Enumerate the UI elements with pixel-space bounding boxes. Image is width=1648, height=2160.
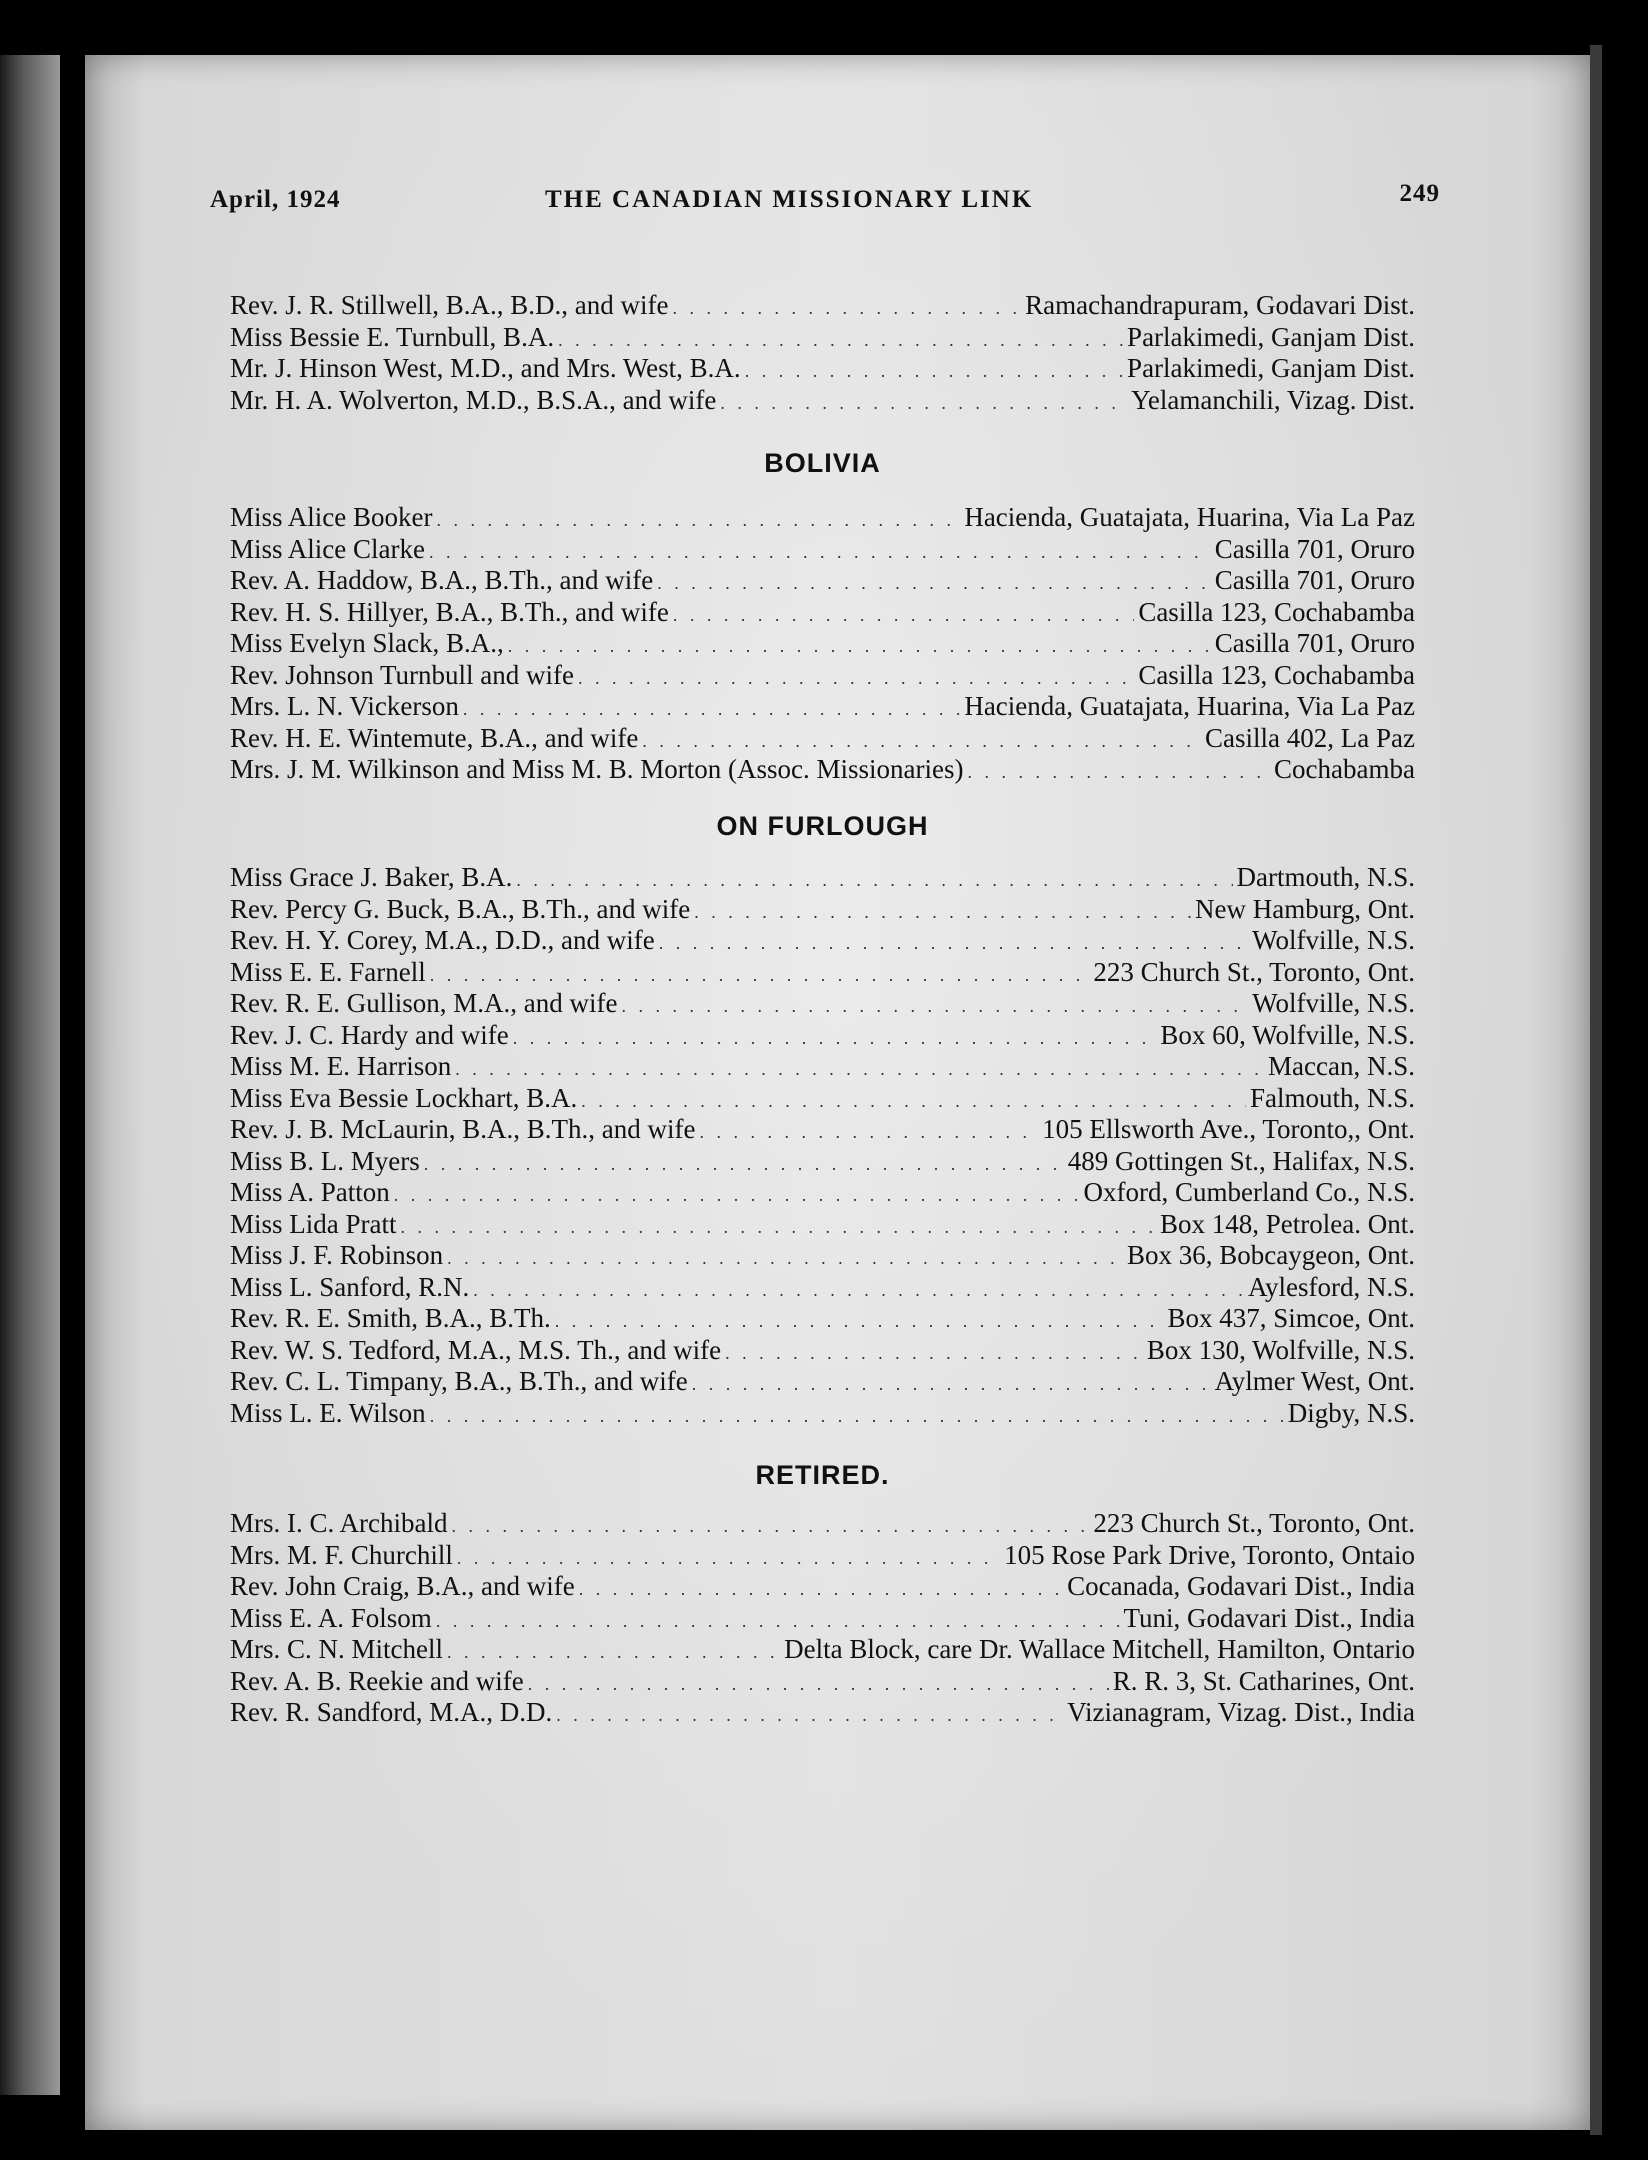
entry-address: Delta Block, care Dr. Wallace Mitchell, Hamilton, Ontario (784, 1634, 1415, 1664)
list-item (230, 565, 1415, 597)
dot-leader (401, 1209, 1157, 1240)
entry-name: Mrs. I. C. Archibald (230, 1508, 448, 1538)
list-item (230, 925, 1415, 957)
dot-leader (555, 1303, 1164, 1334)
entry-name: Rev. H. Y. Corey, M.A., D.D., and wife (230, 925, 655, 955)
dot-leader (720, 385, 1127, 416)
dot-leader (673, 290, 1022, 321)
entry-address: Casilla 701, Oruro (1214, 565, 1415, 595)
entry-name: Miss E. A. Folsom (230, 1602, 432, 1633)
list-item (230, 1603, 1415, 1635)
entry-name: Rev. J. B. McLaurin, B.A., B.Th., and wife (230, 1114, 696, 1144)
entry-name: Miss Lida Pratt (230, 1208, 397, 1239)
entry-name: Miss B. L. Myers (230, 1145, 420, 1176)
section-heading-bolivia: BOLIVIA (764, 448, 881, 478)
adjacent-page-edge (0, 55, 60, 2095)
entry-address: Wolfville, N.S. (1252, 925, 1415, 955)
header-journal-title: THE CANADIAN MISSIONARY LINK (545, 186, 1034, 213)
list-item (230, 1508, 1415, 1540)
entry-address: Cocanada, Godavari Dist., India (1067, 1571, 1415, 1601)
page-number: 249 (1399, 180, 1440, 207)
list-item (230, 1272, 1415, 1304)
list-item (230, 988, 1415, 1020)
entry-address: Casilla 701, Oruro (1214, 533, 1415, 564)
entry-name: Miss A. Patton (230, 1177, 390, 1207)
entry-address: Tuni, Godavari Dist., India (1123, 1602, 1415, 1633)
dot-leader (429, 534, 1211, 565)
list-item (230, 385, 1415, 417)
header-date: April, 1924 (210, 186, 341, 213)
list-item (230, 322, 1415, 354)
list-item (230, 1114, 1415, 1146)
entry-name: Mrs. M. F. Churchill (230, 1539, 453, 1570)
entry-address: Hacienda, Guatajata, Huarina, Via La Paz (964, 502, 1415, 532)
entry-address: Casilla 701, Oruro (1214, 628, 1415, 658)
entry-address: Parlakimedi, Ganjam Dist. (1127, 353, 1415, 383)
entry-address: 105 Rose Park Drive, Toronto, Ontaio (1004, 1539, 1415, 1570)
entry-name: Miss Grace J. Baker, B.A. (230, 862, 513, 892)
list-item (230, 1335, 1415, 1367)
dot-leader (447, 1240, 1123, 1271)
entry-address: Ramachandrapuram, Godavari Dist. (1025, 290, 1415, 320)
entry-address: 223 Church St., Toronto, Ont. (1093, 956, 1415, 987)
dot-leader (513, 1020, 1157, 1051)
dot-leader (621, 988, 1248, 1019)
entry-name: Rev. J. R. Stillwell, B.A., B.D., and wife (230, 290, 669, 320)
entry-name: Mrs. J. M. Wilkinson and Miss M. B. Morton (Assoc. Missionaries) (230, 754, 964, 784)
entry-name: Miss E. E. Farnell (230, 956, 426, 987)
entry-address: Casilla 402, La Paz (1205, 722, 1415, 753)
entry-address: Casilla 123, Cochabamba (1138, 596, 1415, 627)
list-item (230, 691, 1415, 723)
dot-leader (455, 1051, 1264, 1082)
entry-name: Miss Alice Booker (230, 502, 433, 532)
entry-address: Oxford, Cumberland Co., N.S. (1083, 1177, 1415, 1207)
entry-address: Maccan, N.S. (1268, 1051, 1415, 1081)
entry-address: Hacienda, Guatajata, Huarina, Via La Paz (964, 691, 1415, 721)
furlough-list (230, 862, 1415, 1429)
dot-leader (578, 660, 1134, 691)
dot-leader (579, 1571, 1063, 1602)
entry-name: Mrs. C. N. Mitchell (230, 1634, 443, 1664)
entry-name: Mr. J. Hinson West, M.D., and Mrs. West, B.A. (230, 353, 741, 383)
entry-address: R. R. 3, St. Catharines, Ont. (1112, 1665, 1415, 1696)
entry-address: Box 148, Petrolea. Ont. (1160, 1208, 1415, 1239)
list-item (230, 1398, 1415, 1430)
dot-leader (394, 1177, 1080, 1208)
entry-name: Rev. C. L. Timpany, B.A., B.Th., and wife (230, 1366, 688, 1396)
list-item (230, 1366, 1415, 1398)
list-item (230, 597, 1415, 629)
entry-name: Mrs. L. N. Vickerson (230, 691, 459, 721)
list-item (230, 1240, 1415, 1272)
entry-name: Miss Eva Bessie Lockhart, B.A. (230, 1082, 578, 1113)
entry-address: Wolfville, N.S. (1252, 988, 1415, 1018)
entry-address: 223 Church St., Toronto, Ont. (1093, 1508, 1415, 1538)
list-item (230, 1540, 1415, 1572)
entry-address: Cochabamba (1274, 754, 1415, 784)
entry-address: Yelamanchili, Vizag. Dist. (1131, 384, 1415, 415)
dot-leader (424, 1146, 1064, 1177)
bolivia-list (230, 502, 1415, 786)
entry-name: Rev. John Craig, B.A., and wife (230, 1571, 575, 1601)
entry-name: Miss Alice Clarke (230, 533, 425, 564)
entry-name: Rev. Johnson Turnbull and wife (230, 659, 575, 690)
dot-leader (457, 1540, 1000, 1571)
list-item (230, 502, 1415, 534)
entry-address: Casilla 123, Cochabamba (1138, 659, 1415, 690)
dot-leader (967, 754, 1270, 785)
entry-name: Rev. H. E. Wintemute, B.A., and wife (230, 722, 639, 753)
dot-leader (699, 1114, 1038, 1145)
entry-address: Box 60, Wolfville, N.S. (1160, 1019, 1415, 1050)
entry-address: Aylmer West, Ont. (1214, 1366, 1415, 1396)
entry-address: Dartmouth, N.S. (1236, 862, 1415, 892)
list-item (230, 534, 1415, 566)
list-item (230, 723, 1415, 755)
entry-name: Miss L. Sanford, R.N. (230, 1271, 470, 1302)
running-header (210, 180, 1440, 220)
entry-address: Digby, N.S. (1287, 1397, 1415, 1428)
dot-leader (463, 691, 960, 722)
entry-name: Rev. R. E. Smith, B.A., B.Th. (230, 1303, 551, 1333)
list-item (230, 1634, 1415, 1666)
entry-name: Rev. R. Sandford, M.A., D.D. (230, 1697, 553, 1727)
dot-leader (745, 353, 1123, 384)
dot-leader (508, 628, 1211, 659)
entry-address: New Hamburg, Ont. (1195, 893, 1415, 924)
entry-address: Box 130, Wolfville, N.S. (1146, 1334, 1415, 1365)
list-item (230, 1697, 1415, 1729)
list-item (230, 1020, 1415, 1052)
dot-leader (673, 597, 1134, 628)
entry-address: Box 36, Bobcaygeon, Ont. (1127, 1240, 1415, 1270)
entry-name: Miss J. F. Robinson (230, 1240, 444, 1270)
list-item (230, 1571, 1415, 1603)
page-binding-edge (1590, 45, 1602, 2135)
dot-leader (657, 565, 1211, 596)
entry-name: Rev. R. E. Gullison, M.A., and wife (230, 988, 618, 1018)
list-item (230, 628, 1415, 660)
entry-address: Vizianagram, Vizag. Dist., India (1067, 1697, 1415, 1727)
list-item (230, 1209, 1415, 1241)
list-item (230, 1666, 1415, 1698)
list-item (230, 1051, 1415, 1083)
entry-name: Mr. H. A. Wolverton, M.D., B.S.A., and wife (230, 384, 717, 415)
list-item (230, 894, 1415, 926)
entry-name: Rev. J. C. Hardy and wife (230, 1019, 509, 1050)
dot-leader (642, 723, 1201, 754)
entry-name: Rev. A. B. Reekie and wife (230, 1665, 524, 1696)
list-item (230, 290, 1415, 322)
india-list (230, 290, 1415, 416)
list-item (230, 1146, 1415, 1178)
dot-leader (581, 1083, 1246, 1114)
dot-leader (436, 1603, 1120, 1634)
entry-name: Miss L. E. Wilson (230, 1397, 426, 1428)
entry-name: Rev. Percy G. Buck, B.A., B.Th., and wife (230, 893, 691, 924)
entry-name: Rev. H. S. Hillyer, B.A., B.Th., and wife (230, 596, 669, 627)
dot-leader (437, 502, 961, 533)
list-item (230, 1177, 1415, 1209)
list-item (230, 957, 1415, 989)
dot-leader (447, 1634, 780, 1665)
dot-leader (430, 957, 1090, 988)
dot-leader (558, 322, 1123, 353)
entry-name: Miss M. E. Harrison (230, 1051, 452, 1081)
list-item (230, 353, 1415, 385)
list-item (230, 754, 1415, 786)
section-heading-retired: RETIRED. (755, 1460, 890, 1490)
dot-leader (694, 894, 1191, 925)
dot-leader (692, 1366, 1211, 1397)
retired-list (230, 1508, 1415, 1729)
entry-name: Rev. W. S. Tedford, M.A., M.S. Th., and wife (230, 1334, 722, 1365)
section-heading-on-furlough: ON FURLOUGH (716, 811, 929, 841)
dot-leader (528, 1666, 1109, 1697)
dot-leader (659, 925, 1248, 956)
list-item (230, 660, 1415, 692)
list-item (230, 1303, 1415, 1335)
list-item (230, 1083, 1415, 1115)
dot-leader (430, 1398, 1284, 1429)
entry-address: Parlakimedi, Ganjam Dist. (1127, 321, 1415, 352)
entry-address: 105 Ellsworth Ave., Toronto,, Ont. (1042, 1114, 1415, 1144)
dot-leader (451, 1508, 1089, 1539)
dot-leader (516, 862, 1232, 893)
entry-address: Box 437, Simcoe, Ont. (1167, 1303, 1415, 1333)
entry-address: Aylesford, N.S. (1247, 1271, 1415, 1302)
entry-name: Miss Evelyn Slack, B.A., (230, 628, 504, 658)
dot-leader (725, 1335, 1143, 1366)
entry-name: Miss Bessie E. Turnbull, B.A. (230, 321, 555, 352)
entry-name: Rev. A. Haddow, B.A., B.Th., and wife (230, 565, 654, 595)
entry-address: Falmouth, N.S. (1249, 1082, 1415, 1113)
dot-leader (556, 1697, 1063, 1728)
list-item (230, 862, 1415, 894)
entry-address: 489 Gottingen St., Halifax, N.S. (1067, 1145, 1415, 1176)
dot-leader (473, 1272, 1244, 1303)
